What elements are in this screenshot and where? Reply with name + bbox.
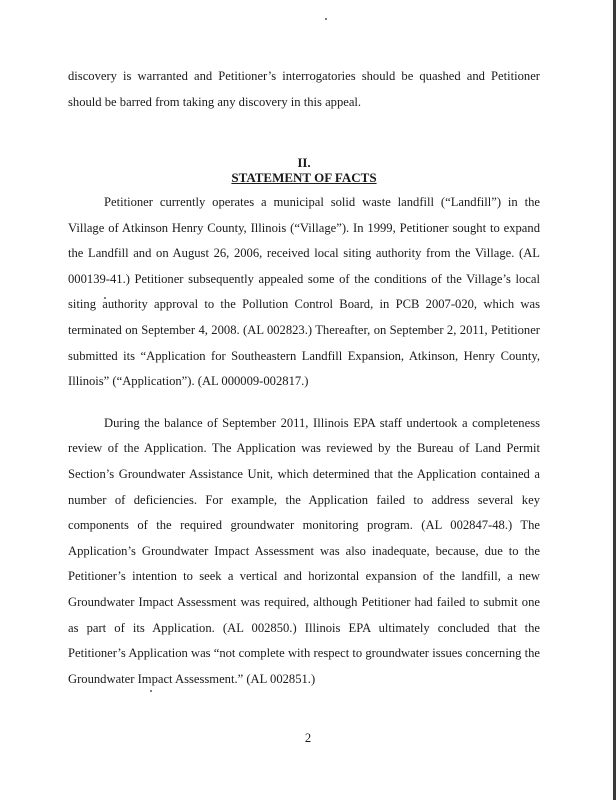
opening-paragraph-block [68,64,540,115]
section-title: STATEMENT OF FACTS [231,170,377,185]
facts-paragraph-1: Petitioner currently operates a municipal solid waste landfill (“Landfill”) in the Village of Atkinson Henry County, Illinois (“Village”). In 1999, Petitioner sought to expand the Landfill and on August 26, 2006, received local siting authority from the Village. (AL 000139-41.) Petitioner subsequently appealed some of the conditions of the Village’s local siting authority approval to the Pollution Control Board, in PCB 2007-020, which was terminated on September 4, 2008. (AL 002823.) Thereafter, on September 2, 2011, Petitioner submitted its “Application for Southeastern Landfill Expansion, Atkinson, Henry County, Illinois” (“Application”). (AL 000009-002817.) [68,195,540,389]
page-number: 2 [304,731,312,745]
scan-speck [325,18,327,20]
opening-paragraph: discovery is warranted and Petitioner’s interrogatories should be quashed and Petitioner should be barred from taking any discovery in this appeal. [68,69,540,109]
facts-body [68,190,540,692]
section-number: II. [297,155,311,170]
facts-paragraph-2: During the balance of September 2011, Illinois EPA staff undertook a completeness review of the Application. The Application was reviewed by the Bureau of Land Permit Section’s Groundwater Assistance Unit, which determined that the Application contained a number of deficiencies. For example, the Application failed to address several key components of the required groundwater monitoring program. (AL 002847-48.) The Application’s Groundwater Impact Assessment was also inadequate, because, due to the Petitioner’s intention to seek a vertical and horizontal expansion of the landfill, a new Groundwater Impact Assessment was required, although Petitioner had failed to submit one as part of its Application. (AL 002850.) Illinois EPA ultimately concluded that the Petitioner’s Application was “not complete with respect to groundwater issues concerning the Groundwater Impact Assessment.” (AL 002851.) [68,415,540,686]
section-heading [68,155,540,185]
